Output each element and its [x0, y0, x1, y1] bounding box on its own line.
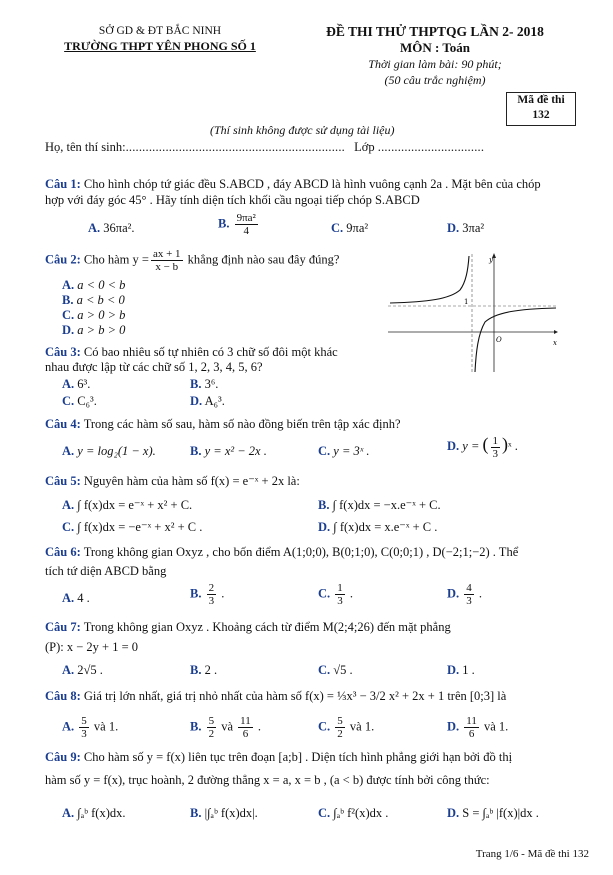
q8-option-d[interactable]: D. $\frac{11}{6}$ và 1. [447, 715, 509, 740]
exam-title: ĐỀ THI THỬ THPTQG LẦN 2- 2018 [326, 24, 544, 39]
q1-option-a[interactable]: A. 36πa². [88, 221, 135, 235]
q6-option-c[interactable]: C. $\frac{1}{3}$ . [318, 582, 354, 607]
exam-code-value: 132 [532, 109, 550, 121]
exam-code-label: Mã đề thi [517, 94, 565, 106]
q1-option-d[interactable]: D. 3πa² [447, 221, 485, 235]
q3-text2: nhau được lập từ các chữ số 1, 2, 3, 4, 5, 6? [45, 360, 263, 374]
graph-one-label: 1 [464, 298, 469, 306]
q3-option-a[interactable]: A. 6³. [62, 377, 91, 391]
q8-line: Câu 8: Giá trị lớn nhất, giá trị nhỏ nhất của hàm số f(x) = ⅓x³ − 3/2 x² + 2x + 1 trên [0;3] là [45, 689, 507, 703]
q4-line: Câu 4: Trong các hàm số sau, hàm số nào đồng biến trên tập xác định? [45, 417, 401, 431]
question-count: (50 câu trắc nghiệm) [384, 73, 486, 87]
q9-option-b[interactable]: B. |∫ₐᵇ f(x)dx|. [190, 806, 258, 820]
q1-line1 [45, 177, 541, 192]
q2-option-a[interactable]: A. a < 0 < b [62, 278, 126, 292]
q2-line: Câu 2: Cho hàm y = $\frac{ax + 1}{x - b}$ khẳng định nào sau đây đúng? [45, 248, 340, 273]
school-name: TRƯỜNG THPT YÊN PHONG SỐ 1 [64, 39, 256, 53]
q2-option-d[interactable]: D. a > b > 0 [62, 323, 126, 337]
q4-option-d[interactable]: D. y = ( $\frac{1}{3}$ )ˣ . [447, 434, 518, 460]
q7-text2: (P): x − 2y + 1 = 0 [45, 640, 139, 654]
header-right [300, 24, 570, 88]
q4-option-a[interactable]: A. y = log₂(1 − x). [62, 444, 156, 458]
q1-option-c[interactable]: C. 9πa² [331, 221, 369, 235]
q9-text2: hàm số y = f(x), trục hoành, 2 đường thẳng x = a, x = b , (a < b) được tính bởi công thức: [45, 773, 490, 787]
q7-option-a[interactable]: A. 2√5 . [62, 663, 103, 677]
no-materials-note: (Thí sinh không được sử dụng tài liệu) [210, 123, 395, 137]
q3-option-c[interactable]: C. C₆³. [62, 394, 97, 408]
q9-option-a[interactable]: A. ∫ₐᵇ f(x)dx. [62, 806, 126, 820]
candidate-line [45, 140, 484, 155]
q1-option-b[interactable]: B. $\frac{\text{9πa²}}{4}$ [218, 212, 256, 237]
class-field[interactable]: ................................ [377, 140, 485, 154]
exam-code-box [506, 92, 576, 126]
graph-origin-label: O [496, 336, 502, 344]
q2-option-c[interactable]: C. a > 0 > b [62, 308, 126, 322]
q7-option-c[interactable]: C. √5 . [318, 663, 353, 677]
q9-label: Câu 9: [45, 750, 81, 764]
q1-label: Câu 1: [45, 177, 81, 191]
q8-option-b[interactable]: B. $\frac{5}{2}$ và $\frac{11}{6}$ . [190, 715, 261, 740]
subject: MÔN : Toán [399, 40, 471, 55]
q5-option-a[interactable]: A. ∫ f(x)dx = e⁻ˣ + x² + C. [62, 498, 193, 512]
q2-option-b[interactable]: B. a < b < 0 [62, 293, 125, 307]
name-field[interactable]: .................................................................. [125, 140, 346, 154]
header-left [45, 24, 275, 54]
q5-option-d[interactable]: D. ∫ f(x)dx = x.e⁻ˣ + C . [318, 520, 438, 534]
q5-option-c[interactable]: C. ∫ f(x)dx = −e⁻ˣ + x² + C . [62, 520, 203, 534]
q4-label: Câu 4: [45, 417, 81, 431]
q6-line1: Câu 6: Trong không gian Oxyz , cho bốn điểm A(1;0;0), B(0;1;0), C(0;0;1) , D(−2;1;−2) . Thể [45, 545, 519, 559]
q3-line1: Câu 3: Có bao nhiêu số tự nhiên có 3 chữ số đôi một khác [45, 345, 338, 359]
q4-option-b[interactable]: B. y = x² − 2x . [190, 444, 267, 458]
q5-label: Câu 5: [45, 474, 81, 488]
q6-label: Câu 6: [45, 545, 81, 559]
hyperbola-graph [388, 252, 558, 374]
q1-text1: Cho hình chóp tứ giác đều S.ABCD , đáy ABCD là hình vuông cạnh 2a . Mặt bên của chóp [83, 177, 541, 191]
q7-option-b[interactable]: B. 2 . [190, 663, 218, 677]
class-label: Lớp [354, 140, 375, 154]
q9-option-d[interactable]: D. S = ∫ₐᵇ |f(x)|dx . [447, 806, 539, 820]
q6-option-b[interactable]: B. $\frac{2}{3}$ . [190, 582, 225, 607]
q6-option-a[interactable]: A. 4 . [62, 591, 90, 605]
q7-line1: Câu 7: Trong không gian Oxyz . Khoảng cách từ điểm M(2;4;26) đến mặt phẳng [45, 620, 451, 634]
q5-line: Câu 5: Nguyên hàm của hàm số f(x) = e⁻ˣ + 2x là: [45, 474, 300, 488]
q6-option-d[interactable]: D. $\frac{4}{3}$ . [447, 582, 483, 607]
q3-option-d[interactable]: D. A₆³. [190, 394, 225, 408]
q4-option-c[interactable]: C. y = 3ˣ . [318, 444, 370, 458]
q6-text2: tích tứ diện ABCD bằng [45, 564, 167, 578]
q5-option-b[interactable]: B. ∫ f(x)dx = −x.e⁻ˣ + C. [318, 498, 441, 512]
q8-option-a[interactable]: A. $\frac{5}{3}$ và 1. [62, 715, 119, 740]
time-limit: Thời gian làm bài: 90 phút; [368, 57, 502, 71]
graph-x-label: x [553, 339, 557, 347]
q3-option-b[interactable]: B. 3⁶. [190, 377, 219, 391]
q9-option-c[interactable]: C. ∫ₐᵇ f²(x)dx . [318, 806, 389, 820]
q7-option-d[interactable]: D. 1 . [447, 663, 475, 677]
page-footer: Trang 1/6 - Mã đề thi 132 [475, 848, 589, 860]
q8-option-c[interactable]: C. $\frac{5}{2}$ và 1. [318, 715, 375, 740]
graph-y-label: y [489, 256, 493, 264]
q9-line1: Câu 9: Cho hàm số y = f(x) liên tục trên đoạn [a;b] . Diện tích hình phẳng giới hạn bởi đồ thị [45, 750, 513, 764]
q2-label: Câu 2: [45, 252, 81, 267]
q1-text2: hợp với đáy góc 45° . Hãy tính diện tích khối cầu ngoại tiếp chóp S.ABCD [45, 193, 420, 207]
dept-name: SỞ GD & ĐT BẮC NINH [98, 25, 222, 37]
name-label: Họ, tên thí sinh: [45, 140, 126, 154]
q8-label: Câu 8: [45, 689, 81, 703]
q3-label: Câu 3: [45, 345, 81, 359]
q7-label: Câu 7: [45, 620, 81, 634]
